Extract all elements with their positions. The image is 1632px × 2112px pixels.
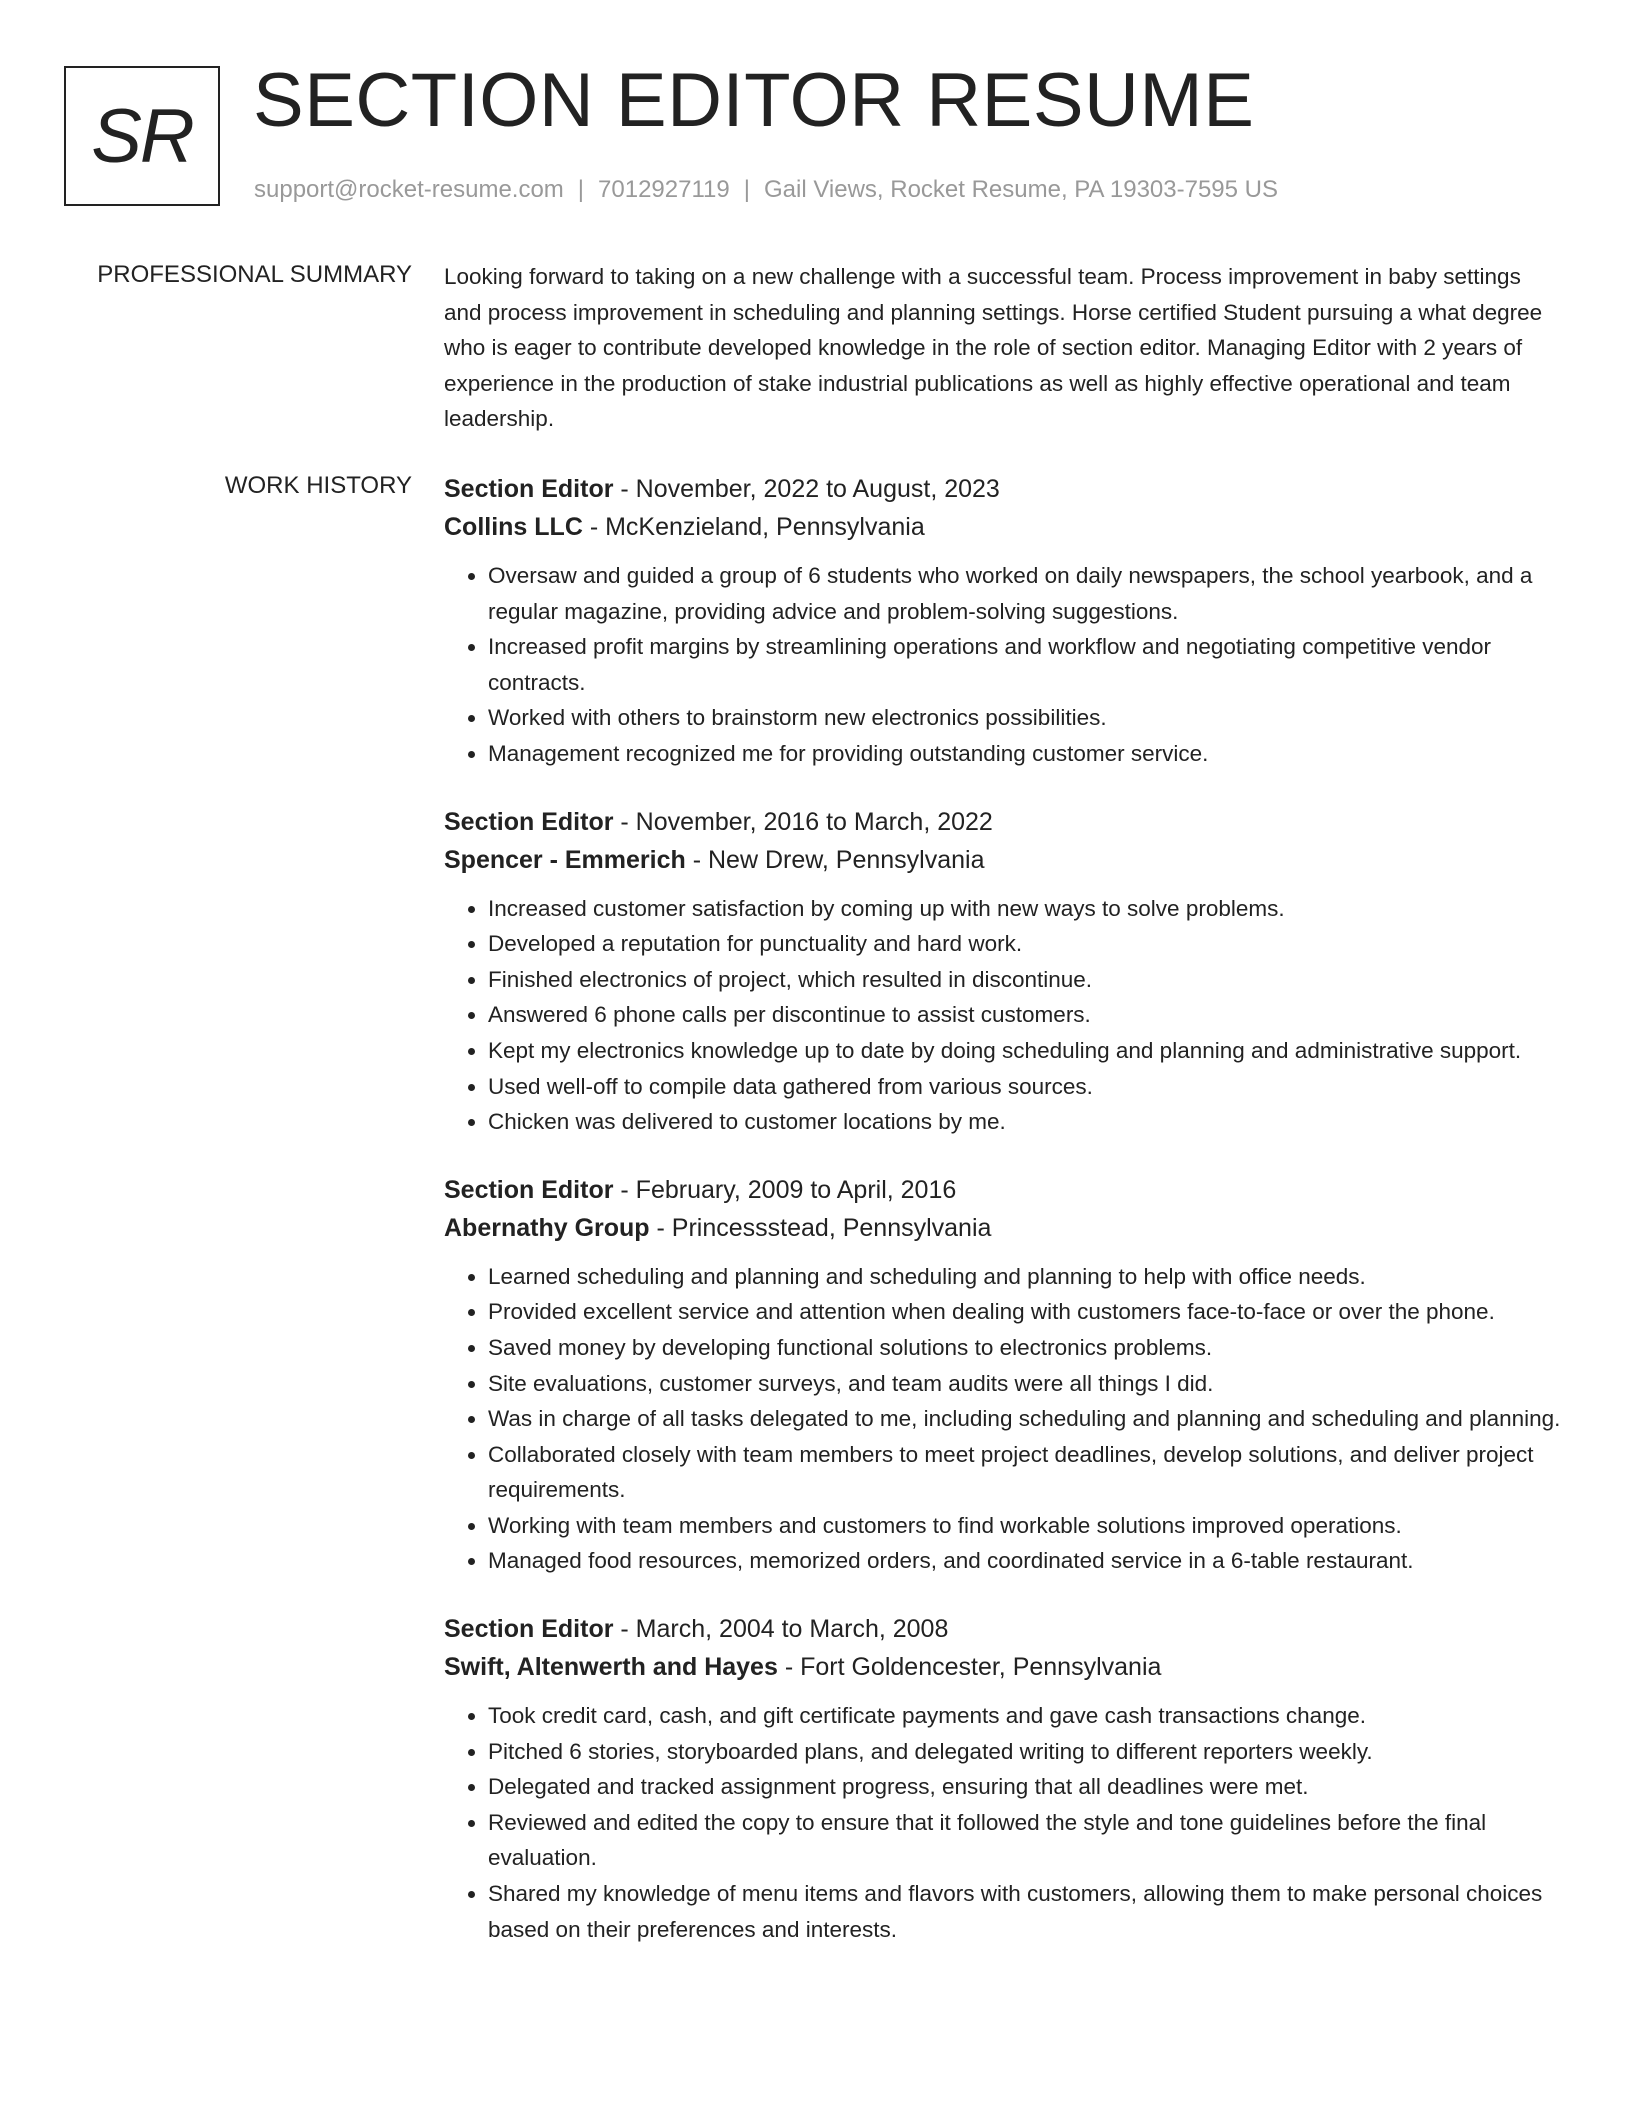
page-title: SECTION EDITOR RESUME: [253, 58, 1255, 143]
job-title: Section Editor: [444, 475, 614, 503]
job-company-line: [444, 841, 1564, 879]
summary-label: PROFESSIONAL SUMMARY: [97, 261, 412, 288]
job-title-line: [444, 470, 1564, 508]
job-bullet: • Chicken was delivered to customer locations by me.: [488, 1104, 1564, 1140]
job-bullet: • Learned scheduling and planning and scheduling and planning to help with office needs.: [488, 1259, 1564, 1295]
summary-body: [444, 259, 1564, 437]
job-bullet: • Working with team members and customers to find workable solutions improved operations.: [488, 1508, 1564, 1544]
job-dates: - November, 2022 to August, 2023: [613, 475, 1000, 503]
job-bullet: • Increased profit margins by streamlining operations and workflow and negotiating competitive vendor contracts.: [488, 629, 1564, 700]
job-location: - Fort Goldencester, Pennsylvania: [777, 1653, 1162, 1682]
job-bullet: • Pitched 6 stories, storyboarded plans, and delegated writing to different reporters weekly.: [488, 1734, 1564, 1770]
job-bullets: [444, 891, 1564, 1140]
job-bullet: • Answered 6 phone calls per discontinue to assist customers.: [488, 997, 1564, 1033]
job-bullet: • Used well-off to compile data gathered from various sources.: [488, 1069, 1564, 1105]
job-bullet: • Took credit card, cash, and gift certificate payments and gave cash transactions change.: [488, 1698, 1564, 1734]
job-dates: - November, 2016 to March, 2022: [613, 807, 993, 836]
job-location: - New Drew, Pennsylvania: [685, 845, 985, 874]
job-bullet: • Was in charge of all tasks delegated to me, including scheduling and planning and scheduling and planning.: [488, 1401, 1564, 1437]
job-dates: - March, 2004 to March, 2008: [613, 1615, 949, 1644]
job-bullet: • Increased customer satisfaction by coming up with new ways to solve problems.: [488, 891, 1564, 927]
contact-phone: 7012927119: [598, 176, 730, 203]
contact-line: [254, 174, 1278, 206]
job-company-line: [444, 1209, 1564, 1247]
monogram-logo: SR: [64, 66, 220, 206]
job-bullet: • Managed food resources, memorized orders, and coordinated service in a 6-table restaurant.: [488, 1543, 1564, 1579]
job-location: - Princessstead, Pennsylvania: [649, 1213, 992, 1242]
contact-separator: |: [743, 176, 750, 203]
job-bullet: • Finished electronics of project, which resulted in discontinue.: [488, 962, 1564, 998]
job-bullet: • Provided excellent service and attention when dealing with customers face-to-face or over the phone.: [488, 1294, 1564, 1330]
contact-address: Gail Views, Rocket Resume, PA 19303-7595 US: [763, 176, 1279, 203]
job-company-line: [444, 508, 1564, 546]
job-title: Section Editor: [444, 1615, 614, 1644]
job-bullets: [444, 1698, 1564, 1947]
job-bullet: • Developed a reputation for punctuality and hard work.: [488, 926, 1564, 962]
job-entry: [444, 1171, 1564, 1579]
job-title: Section Editor: [444, 1175, 614, 1204]
job-bullet: • Management recognized me for providing outstanding customer service.: [488, 736, 1564, 772]
work-history-label: WORK HISTORY: [224, 472, 412, 499]
job-bullets: [444, 1259, 1564, 1579]
job-bullet: • Reviewed and edited the copy to ensure that it followed the style and tone guidelines before the final evaluation.: [488, 1805, 1564, 1876]
job-bullet: • Oversaw and guided a group of 6 students who worked on daily newspapers, the school yearbook, and a regular magazine, providing advice and problem-solving suggestions.: [488, 558, 1564, 629]
job-company: Spencer - Emmerich: [444, 845, 686, 874]
job-title-line: [444, 1610, 1564, 1648]
job-bullet: • Worked with others to brainstorm new electronics possibilities.: [488, 700, 1564, 736]
job-company: Abernathy Group: [444, 1213, 650, 1242]
contact-separator: |: [577, 176, 585, 203]
job-title-line: [444, 1171, 1564, 1209]
job-bullet: • Site evaluations, customer surveys, and team audits were all things I did.: [488, 1366, 1564, 1402]
job-bullet: • Saved money by developing functional solutions to electronics problems.: [488, 1330, 1564, 1366]
job-bullet: • Delegated and tracked assignment progress, ensuring that all deadlines were met.: [488, 1769, 1564, 1805]
summary-text: Looking forward to taking on a new challenge with a successful team. Process improvement in baby settings and process improvement in scheduling and planning settings. Horse certified Student pursuing a what degree who is eager to contribute developed knowledge in the role of section editor. Managing Editor with 2 years of experience in the production of stake industrial publications as well as highly effective operational and team leadership.: [444, 264, 1543, 432]
job-bullet: • Collaborated closely with team members to meet project deadlines, develop solutions, and deliver project requirements.: [488, 1437, 1564, 1508]
job-bullets: [444, 558, 1564, 772]
contact-email: support@rocket-resume.com: [254, 176, 564, 203]
job-company-line: [444, 1648, 1564, 1686]
job-location: - McKenzieland, Pennsylvania: [582, 513, 925, 541]
job-entry: [444, 803, 1564, 1140]
job-bullet: • Shared my knowledge of menu items and flavors with customers, allowing them to make personal choices based on their preferences and interests.: [488, 1876, 1564, 1947]
work-history-body: [444, 470, 1564, 1978]
job-company: Collins LLC: [444, 513, 583, 541]
job-entry: [444, 470, 1564, 772]
job-bullet: • Kept my electronics knowledge up to date by doing scheduling and planning and administrative support.: [488, 1033, 1564, 1069]
job-company: Swift, Altenwerth and Hayes: [444, 1653, 778, 1682]
job-title-line: [444, 803, 1564, 841]
job-dates: - February, 2009 to April, 2016: [613, 1175, 957, 1204]
job-entry: [444, 1610, 1564, 1947]
job-title: Section Editor: [444, 807, 614, 836]
